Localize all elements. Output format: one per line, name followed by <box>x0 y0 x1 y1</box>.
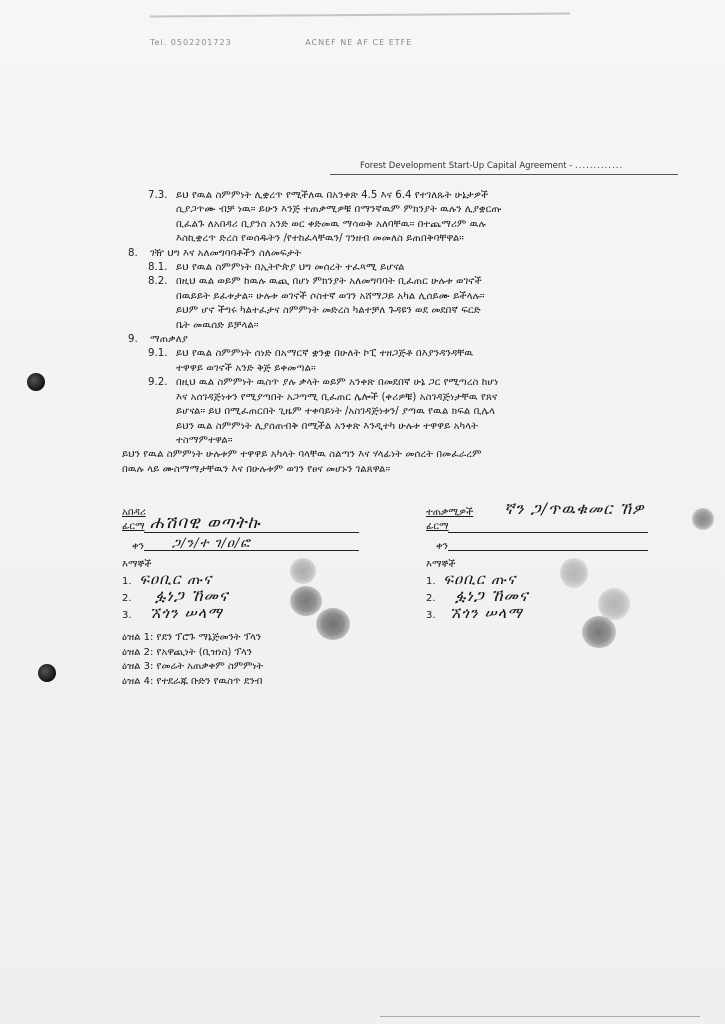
clause-line: ተስማምተዋል። <box>176 434 233 446</box>
clause-line: ይህ የዉል ስምምነት ሰነድ በአማርኛ ቋንቋ በሁለት ኮፒ ተዘጋጅቶ በእያንዳንዳቸዉ <box>176 348 474 360</box>
witness-number: 1. <box>426 576 436 587</box>
annex-item: ዕዝል 3: የመሬት አጠቃቀም ስምምነት <box>122 661 264 673</box>
clause-line: ቤት መዉሰድ ይቻላል። <box>176 319 259 331</box>
annex-item: ዕዝል 4: የተደራጁ ቡድን የዉስጥ ደንብ <box>122 675 263 687</box>
clause-number: 9.1. <box>148 348 168 360</box>
clause-number: 8.2. <box>148 276 168 288</box>
clause-line: እስኪቋረጥ ድረስ የወሰዱትን /የተከፈላቸዉን/ ገንዘብ መመለስ ይጠበቅባቸዋል። <box>176 233 465 245</box>
clause-line: ተዋዋይ ወገኖች አንድ ቅጅ ይቀመጣል። <box>176 362 316 374</box>
clause-9 <box>122 333 682 347</box>
clause-line: ይህ የዉል ስምምነት በኢትዮጵያ ህግ መሰረት ተፈጻሚ ይሆናል <box>176 262 405 274</box>
running-title <box>360 161 623 171</box>
running-title-text: Forest Development Start-Up Capital Agreement - <box>360 161 573 171</box>
clause-9-1 <box>122 347 682 376</box>
fax-header <box>150 38 580 47</box>
witness-number: 1. <box>122 576 132 587</box>
clause-number: 8.1. <box>148 262 168 274</box>
clause-line: ይህን ዉል ስምምነት ሊያሰጠብቅ በሚችል አንቀጽ እንዲተካ ሁሉቱ ተዋዋይ አካላት <box>176 420 478 432</box>
beneficiaries-signature-line <box>448 532 648 533</box>
lender-date-handwritten: ጋ/ን/ተ ገ/ዐ/ፎ <box>172 536 251 551</box>
clause-number: 7.3. <box>148 190 168 201</box>
annex-item: ዕዝል 1: የደን ፕሮጉ ማኔጅመንት ፕላን <box>122 632 262 643</box>
witness-signature: ፍዐቢር ጡና <box>139 570 213 588</box>
lender-signature-handwritten: ሐሽባዊ ወጣትኩ <box>150 513 261 533</box>
witness-number: 3. <box>426 610 436 621</box>
clause-9-2 <box>122 376 682 448</box>
clause-number: 9. <box>128 334 138 346</box>
clause-number: 9.2. <box>148 377 168 389</box>
witness-signature: ኧጎን ሠላማ <box>449 604 523 622</box>
lender-role: አበዳሪ <box>122 507 146 518</box>
thumbprint-mark <box>316 608 350 640</box>
thumbprint-mark <box>692 508 714 530</box>
annex-list <box>122 631 263 689</box>
witness-signature: ፏነጋ ኸመና <box>155 586 229 605</box>
bottom-rule <box>380 1016 700 1017</box>
clause-line: በዉይይት ይፈቱታል። ሁሉቱ ወገኖች ሶስተኛ ወገን አሸማጋይ አካል ሊሰይሙ ይችላሉ። <box>176 290 485 302</box>
witness-signature: ኧጎን ሠላማ <box>149 604 223 622</box>
fax-tel: Tel. 0502201723 <box>150 38 232 47</box>
thumbprint-mark <box>290 558 316 584</box>
beneficiaries-date-label: ቀን <box>436 541 448 552</box>
clause-line: ሲያጋጥሙ ብቻ ነዉ። ይሁን እንጅ ተጠቃሚዎቹ በማንኛዉም ምክንያት ዉሉን ሊያቋርጡ <box>176 204 502 216</box>
witness-label-left: እማኞች <box>122 559 152 570</box>
clause-8-2 <box>122 275 682 333</box>
thumbprint-mark <box>560 558 588 588</box>
fax-org: ACNEF NE AF CE ETFE <box>305 38 413 47</box>
clause-line: እና አሰገዳጅነቱን የሚያጣበት አጋጣሚ ቢፈጠር ሌሎች (ቀሪዎቹ) አስገዳጅነታቸዉ የጸና <box>176 391 498 403</box>
punch-hole-bottom <box>38 664 56 682</box>
witness-number: 2. <box>426 593 436 604</box>
thumbprint-mark <box>598 588 630 620</box>
witness-signature: ፍዐቢር ጡና <box>443 570 517 588</box>
clause-heading: ገዥ ህግ እና አለመግባባቶችን ስለመፍታት <box>150 247 302 259</box>
clause-number: 8. <box>128 247 138 259</box>
closing-line: ይህን የዉል ስምምነት ሁሉቱም ተዋዋይ አካላት ባላቸዉ ስልጣን እና ሃላፊነት መሰረት በመፈራረም <box>122 449 482 461</box>
beneficiaries-signature-handwritten: ኛን ጋ/ጥዉቁመር ኸዎ <box>504 499 645 518</box>
beneficiaries-role: ተጠቃሚዎች <box>426 507 474 518</box>
clause-7-3 <box>122 189 682 247</box>
clause-line: በዚህ ዉል ወይም ከዉሉ ዉጪ በሆነ ምክንያት አለመግባባት ቢፈጠር ሁሉቱ ወገኖች <box>176 276 482 288</box>
beneficiaries-date-line <box>448 550 648 551</box>
clause-8-1 <box>122 261 682 275</box>
clause-heading: ማጠቃለያ <box>150 334 188 346</box>
witness-item <box>426 606 716 623</box>
beneficiaries-date-row <box>426 540 716 558</box>
lender-signature-block <box>122 506 372 623</box>
beneficiaries-signature-label: ፊርማ <box>426 521 449 532</box>
closing-line: በዉሉ ላይ ሙስማማታቸዉን እና በሁሉቱም ወገን የፀና መሆኑን ገልጸዋል። <box>122 463 391 475</box>
witness-number: 2. <box>122 593 132 604</box>
lender-signature-label: ፊርማ <box>122 521 145 532</box>
lender-date-label: ቀን <box>132 541 144 552</box>
closing-statement <box>122 448 682 477</box>
witness-number: 3. <box>122 610 132 621</box>
clause-line: ይሆናል። ይህ በሚፈጠርበት ጊዜም ተቀባይነት /አስገዳጅነቱን/ ያጣዉ የዉል ክፍል ቢሌላ <box>176 406 496 418</box>
clause-line: ይህም ሆኖ ችግሩ ካልተፈታና ስምምነት መድረስ ካልተቻለ ጉዳዩን ወደ መደበኛ ፍርድ <box>176 305 481 317</box>
witness-label-right: እማኞች <box>426 559 456 570</box>
lender-date-line <box>144 550 359 551</box>
agreement-body <box>122 189 682 477</box>
clause-line: ቢፈልጉ ለአበዳሪ ቢያንስ አንድ ወር ቀድመዉ ማሳወቅ አለባቸዉ። በተጨማሪም ዉሉ <box>176 218 486 230</box>
punch-hole-top <box>27 373 45 391</box>
clause-line: በዚህ ዉል ስምምነት ዉስጥ ያሉ ቃላት ወይም አንቀጽ በመደበኛ ሁኔ ጋር የሚጣረስ ከሆነ <box>176 377 499 389</box>
lender-date-row <box>122 536 372 558</box>
scan-edge-mark <box>150 13 570 28</box>
clause-line: ይህ የዉል ስምምነት ሊቋረጥ የሚችለዉ በአንቀጽ 4.5 እና 6.4 የተገለጹት ሁኔታዎች <box>176 190 489 201</box>
witness-signature: ፏነጋ ኸመና <box>455 586 529 605</box>
thumbprint-mark <box>582 616 616 648</box>
clause-8 <box>122 247 682 261</box>
thumbprint-mark <box>290 586 322 616</box>
running-title-dots: ............. <box>575 161 624 171</box>
title-rule <box>330 174 678 175</box>
lender-signature-line <box>144 532 359 533</box>
annex-item: ዕዝል 2: የአዋጪነት (ቢዝነስ) ፕላን <box>122 646 252 658</box>
